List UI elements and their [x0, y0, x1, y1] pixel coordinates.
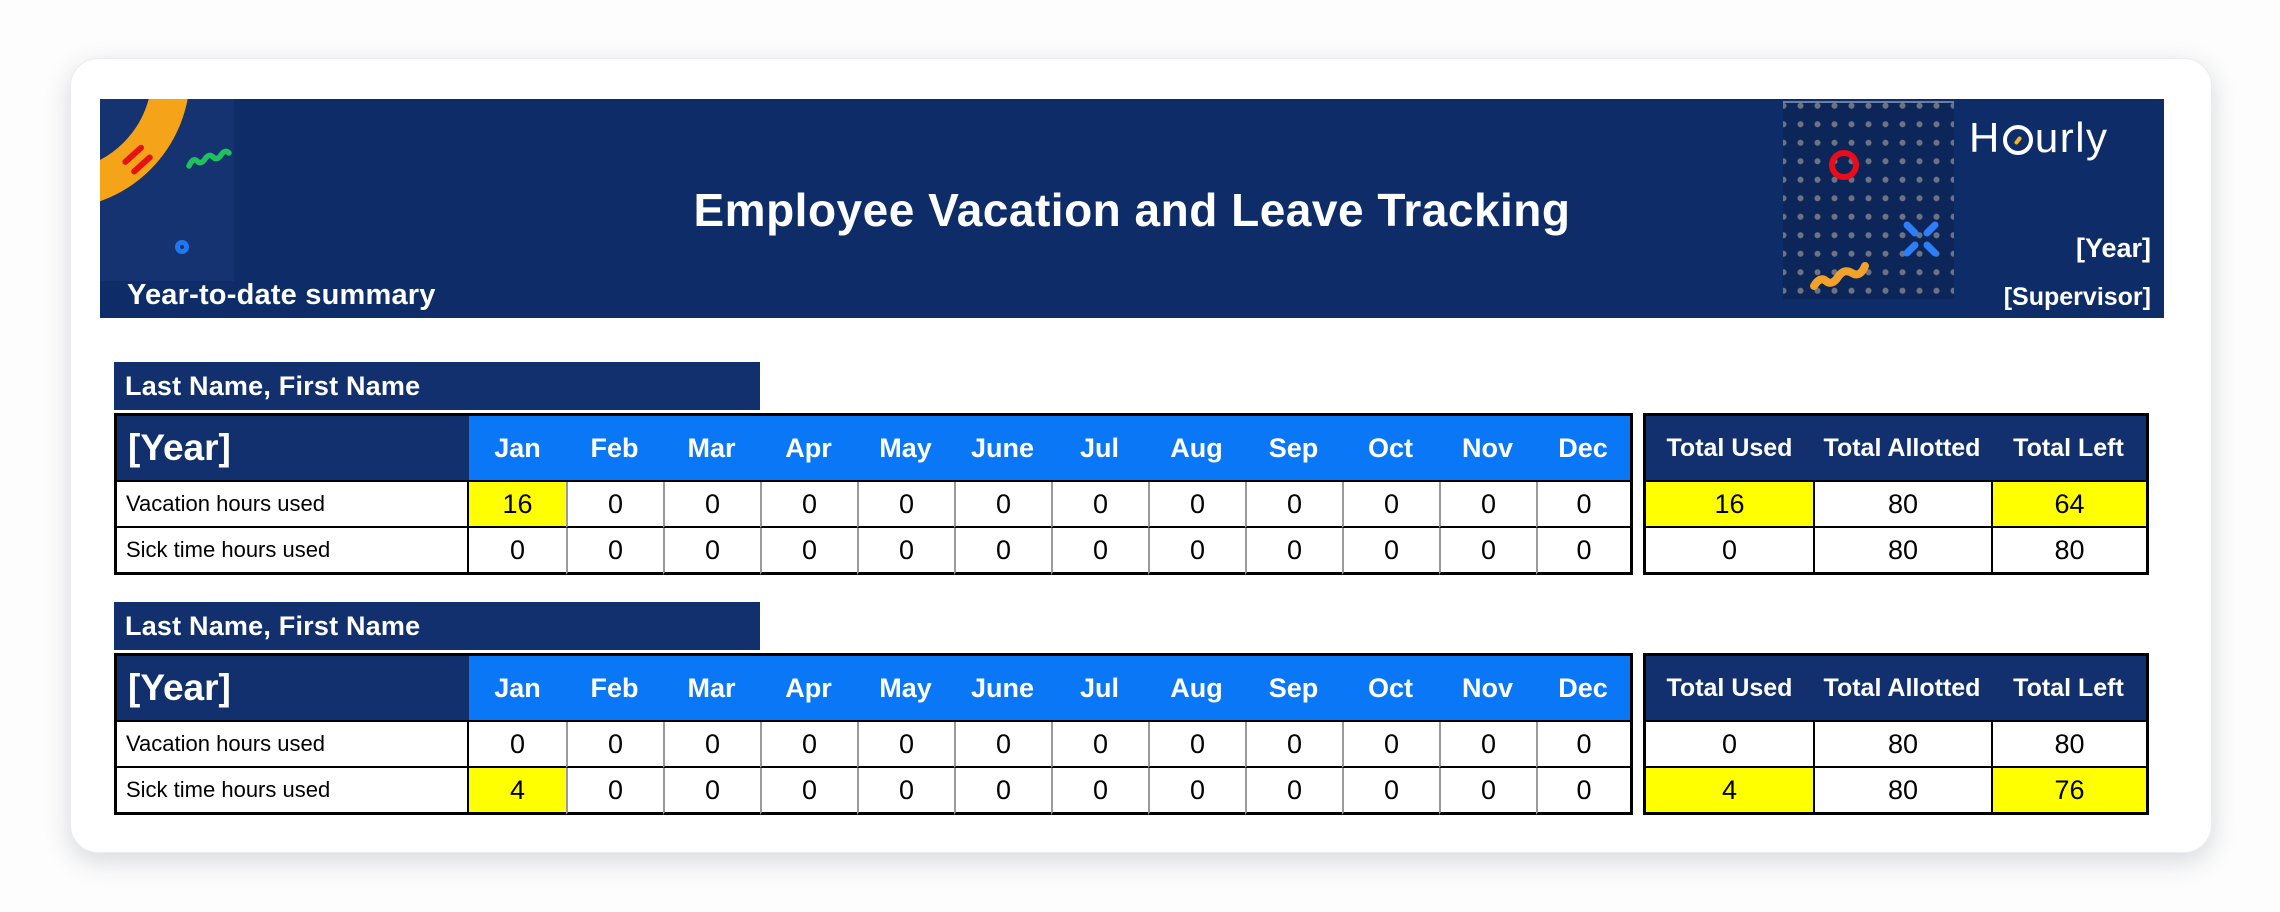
value-cell[interactable]: 0 — [857, 722, 954, 768]
value-cell[interactable]: 0 — [954, 768, 1051, 815]
column-spacer — [1633, 768, 1643, 815]
dot-grid-decoration — [1783, 101, 1954, 299]
total-used-cell[interactable]: 0 — [1643, 722, 1813, 768]
value-cell[interactable]: 0 — [1536, 768, 1633, 815]
total-allotted-cell[interactable]: 80 — [1813, 528, 1991, 575]
value-cell[interactable]: 0 — [1536, 722, 1633, 768]
value-cell[interactable]: 0 — [663, 722, 760, 768]
total-used-cell[interactable]: 0 — [1643, 528, 1813, 575]
blue-circle-icon — [175, 240, 189, 254]
page-title: Employee Vacation and Leave Tracking — [693, 184, 1571, 236]
total-left-cell[interactable]: 80 — [1991, 722, 2149, 768]
total-left-cell[interactable]: 64 — [1991, 482, 2149, 528]
value-cell[interactable]: 0 — [1051, 722, 1148, 768]
value-cell[interactable]: 0 — [663, 482, 760, 528]
value-cell[interactable]: 0 — [1439, 722, 1536, 768]
value-cell[interactable]: 0 — [566, 722, 663, 768]
month-header-aug: Aug — [1148, 653, 1245, 722]
total-allotted-cell[interactable]: 80 — [1813, 482, 1991, 528]
total-header-total-allotted: Total Allotted — [1813, 653, 1991, 722]
blue-sparkle-icon — [1899, 217, 1943, 261]
value-cell[interactable]: 0 — [1148, 528, 1245, 575]
total-header-total-allotted: Total Allotted — [1813, 413, 1991, 482]
value-cell[interactable]: 0 — [1245, 768, 1342, 815]
template-card — [70, 58, 2212, 853]
value-cell[interactable]: 0 — [954, 528, 1051, 575]
value-cell[interactable]: 4 — [469, 768, 566, 815]
value-cell[interactable]: 0 — [1051, 482, 1148, 528]
month-header-june: June — [954, 653, 1051, 722]
year-cell[interactable]: [Year] — [114, 653, 469, 722]
month-header-sep: Sep — [1245, 413, 1342, 482]
month-header-sep: Sep — [1245, 653, 1342, 722]
month-header-dec: Dec — [1536, 413, 1633, 482]
month-header-feb: Feb — [566, 413, 663, 482]
row-label: Vacation hours used — [114, 722, 469, 768]
total-left-cell[interactable]: 80 — [1991, 528, 2149, 575]
row-label: Sick time hours used — [114, 528, 469, 575]
total-header-total-used: Total Used — [1643, 413, 1813, 482]
value-cell[interactable]: 0 — [1148, 482, 1245, 528]
value-cell[interactable]: 0 — [1439, 528, 1536, 575]
month-header-nov: Nov — [1439, 413, 1536, 482]
banner — [100, 99, 2164, 318]
employee-name-cell[interactable]: Last Name, First Name — [114, 602, 760, 653]
employee-name-cell[interactable]: Last Name, First Name — [114, 362, 760, 413]
month-header-feb: Feb — [566, 653, 663, 722]
total-header-total-used: Total Used — [1643, 653, 1813, 722]
value-cell[interactable]: 0 — [857, 528, 954, 575]
total-header-total-left: Total Left — [1991, 653, 2149, 722]
red-circle-icon — [1829, 150, 1859, 180]
column-spacer — [1633, 482, 1643, 528]
orange-squiggle-icon — [1809, 255, 1871, 293]
value-cell[interactable]: 0 — [1148, 722, 1245, 768]
banner-subtitle: Year-to-date summary — [127, 279, 436, 311]
value-cell[interactable]: 16 — [469, 482, 566, 528]
month-header-jul: Jul — [1051, 413, 1148, 482]
month-header-oct: Oct — [1342, 653, 1439, 722]
row-label: Sick time hours used — [114, 768, 469, 815]
month-header-may: May — [857, 653, 954, 722]
value-cell[interactable]: 0 — [857, 768, 954, 815]
total-allotted-cell[interactable]: 80 — [1813, 722, 1991, 768]
leave-grid — [114, 653, 2149, 815]
value-cell[interactable]: 0 — [857, 482, 954, 528]
value-cell[interactable]: 0 — [1245, 722, 1342, 768]
month-header-jul: Jul — [1051, 653, 1148, 722]
month-header-mar: Mar — [663, 653, 760, 722]
value-cell[interactable]: 0 — [760, 768, 857, 815]
value-cell[interactable]: 0 — [1342, 482, 1439, 528]
employee-table-1 — [114, 362, 2149, 575]
total-left-cell[interactable]: 76 — [1991, 768, 2149, 815]
value-cell[interactable]: 0 — [566, 482, 663, 528]
value-cell[interactable]: 0 — [1536, 482, 1633, 528]
value-cell[interactable]: 0 — [1245, 482, 1342, 528]
value-cell[interactable]: 0 — [1245, 528, 1342, 575]
value-cell[interactable]: 0 — [663, 768, 760, 815]
value-cell[interactable]: 0 — [469, 528, 566, 575]
month-header-oct: Oct — [1342, 413, 1439, 482]
value-cell[interactable]: 0 — [1439, 482, 1536, 528]
column-spacer — [1633, 722, 1643, 768]
value-cell[interactable]: 0 — [760, 722, 857, 768]
month-header-june: June — [954, 413, 1051, 482]
column-spacer — [1633, 528, 1643, 575]
month-header-may: May — [857, 413, 954, 482]
year-placeholder-field[interactable]: [Year] — [2075, 233, 2151, 263]
value-cell[interactable]: 0 — [954, 722, 1051, 768]
value-cell[interactable]: 0 — [663, 528, 760, 575]
green-squiggle-icon — [186, 145, 232, 173]
clock-o-icon — [2003, 125, 2033, 155]
hourly-logo-prefix: H — [1969, 114, 2001, 161]
value-cell[interactable]: 0 — [1342, 528, 1439, 575]
year-cell[interactable]: [Year] — [114, 413, 469, 482]
total-used-cell[interactable]: 16 — [1643, 482, 1813, 528]
value-cell[interactable]: 0 — [760, 482, 857, 528]
value-cell[interactable]: 0 — [1342, 722, 1439, 768]
value-cell[interactable]: 0 — [1536, 528, 1633, 575]
value-cell[interactable]: 0 — [566, 768, 663, 815]
column-spacer — [1633, 653, 1643, 722]
employee-table-2 — [114, 602, 2149, 815]
hourly-logo-suffix: urly — [2034, 114, 2109, 161]
month-header-aug: Aug — [1148, 413, 1245, 482]
supervisor-placeholder-field[interactable]: [Supervisor] — [2003, 283, 2151, 311]
value-cell[interactable]: 0 — [1342, 768, 1439, 815]
value-cell[interactable]: 0 — [1439, 768, 1536, 815]
month-header-nov: Nov — [1439, 653, 1536, 722]
hourly-logo — [1969, 111, 2109, 165]
month-header-jan: Jan — [469, 413, 566, 482]
month-header-jan: Jan — [469, 653, 566, 722]
total-used-cell[interactable]: 4 — [1643, 768, 1813, 815]
month-header-mar: Mar — [663, 413, 760, 482]
value-cell[interactable]: 0 — [469, 722, 566, 768]
value-cell[interactable]: 0 — [760, 528, 857, 575]
value-cell[interactable]: 0 — [566, 528, 663, 575]
value-cell[interactable]: 0 — [1148, 768, 1245, 815]
column-spacer — [1633, 413, 1643, 482]
total-allotted-cell[interactable]: 80 — [1813, 768, 1991, 815]
value-cell[interactable]: 0 — [954, 482, 1051, 528]
value-cell[interactable]: 0 — [1051, 768, 1148, 815]
total-header-total-left: Total Left — [1991, 413, 2149, 482]
month-header-dec: Dec — [1536, 653, 1633, 722]
month-header-apr: Apr — [760, 653, 857, 722]
month-header-apr: Apr — [760, 413, 857, 482]
value-cell[interactable]: 0 — [1051, 528, 1148, 575]
row-label: Vacation hours used — [114, 482, 469, 528]
leave-grid — [114, 413, 2149, 575]
